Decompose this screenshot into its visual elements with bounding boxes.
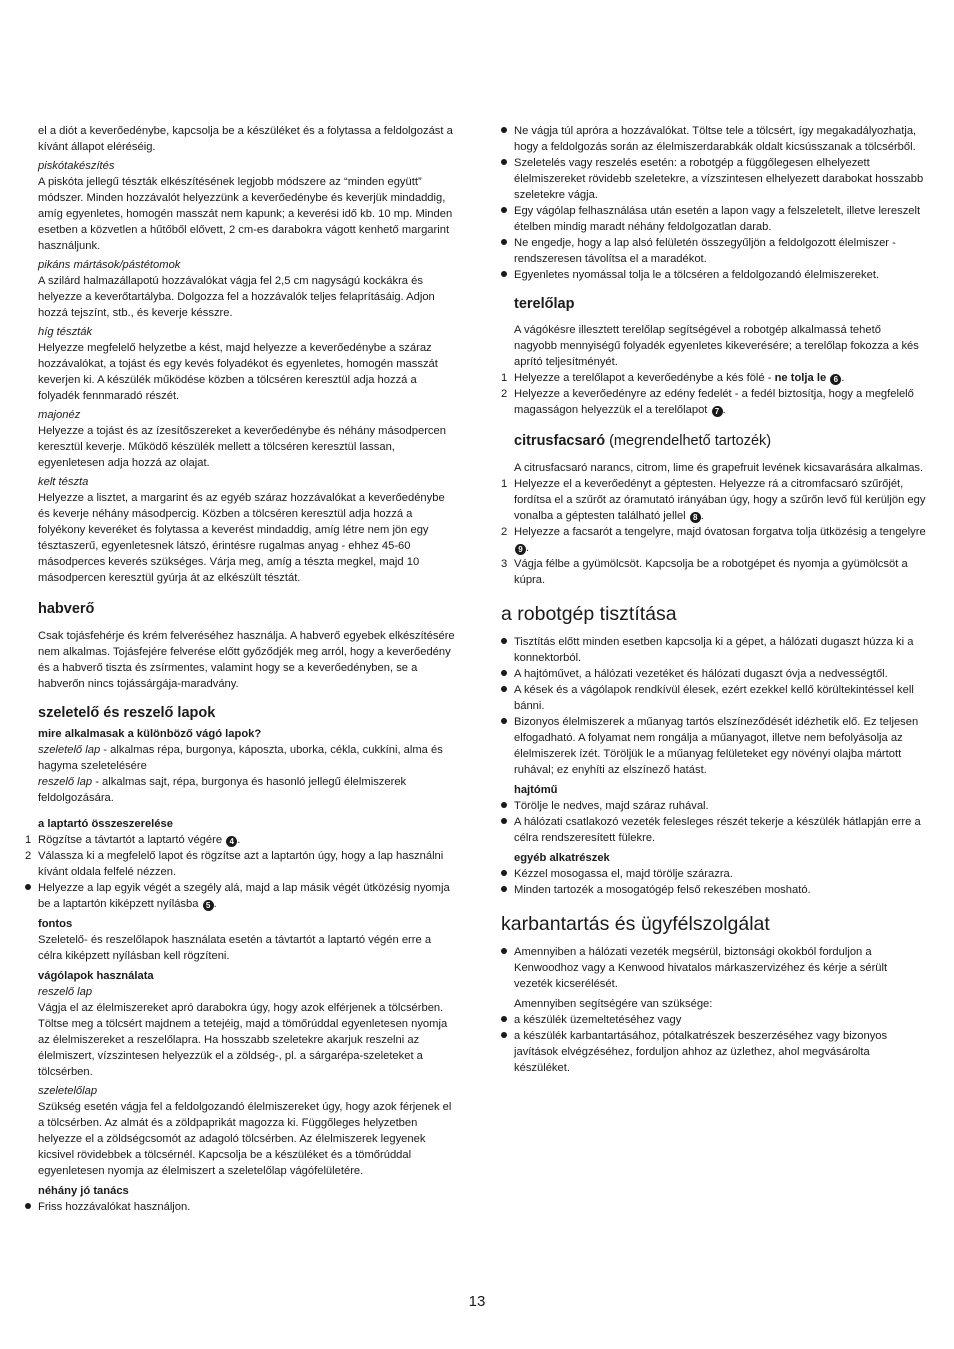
step-number: 2: [501, 526, 508, 538]
list-item: Kézzel mosogassa el, majd törölje szárazra.: [501, 866, 926, 882]
bullet-icon: [501, 866, 514, 882]
bullet-icon: [501, 634, 514, 650]
step-number: 2: [501, 388, 508, 400]
list-item: Friss hozzávalókat használjon.: [25, 1199, 456, 1215]
step-number: 1: [25, 834, 32, 846]
list-item: 2 Helyezze a facsarót a tengelyre, majd óvatosan forgatva tolja ütközésig a tengelyre 9 .: [501, 526, 926, 554]
recipe-text: A szilárd halmazállapotú hozzávalókat vágja fel 2,5 cm nagyságú kockákra és helyezze a keverőtartályba. Dolgozza fel a hozzávalók teljes felaprításáig. Adjon hozzá tejszínt, stb., és keverje késszre.: [38, 275, 435, 319]
intro-text: el a diót a keverőedénybe, kapcsolja be a készüléket és a folytassa a feldolgozást a kívánt állapot eléréséig.: [38, 125, 453, 153]
grate-blade-text: - alkalmas sajt, répa, burgonya és hasonló jellegű élelmiszerek feldolgozására.: [38, 776, 407, 804]
section-heading-terelolap: terelőlap: [514, 296, 575, 312]
page-number: 13: [468, 1293, 486, 1310]
citrus-intro: A citrusfacsaró narancs, citrom, lime és grapefruit levének kicsavarására alkalmas.: [514, 462, 924, 474]
habvero-text: Csak tojásfehérje és krém felveréséhez használja. A habverő egyebek elkészítésére nem alkalmas. Tojásfejére felverése előtt győződjék meg arról, hogy a keverőedény és a habverő tiszta és zsírmentes, valamint hogy se a keverőedényben, se a habverőn nincs tojássárgája-maradvány.: [38, 630, 455, 690]
section-heading-habvero: habverő: [38, 601, 95, 617]
bullet-icon: [25, 880, 38, 896]
terelolap-intro: A vágókésre illesztett terelőlap segítségével a robotgép alkalmassá tehető nagyobb mennyiségű folyadék egyenletes kikeverésére; a terelőlap fokozza a kés aprító teljesítményét.: [514, 324, 919, 368]
recipe-label: majonéz: [38, 409, 81, 421]
subheading-usage: vágólapok használata: [38, 970, 154, 982]
list-item: Szeletelés vagy reszelés esetén: a robotgép a függőlegesen elhelyezett élelmiszereket rövidebb szeletekre, a vízszintesen elhelyezett darabokat hosszabb szeletekre vágja.: [501, 155, 926, 203]
grate-blade-desc: [38, 774, 456, 806]
list-item: 1 Helyezze a terelőlapot a keverőedénybe a kés fölé - ne tolja le 6 .: [501, 372, 845, 384]
list-item: Ne engedje, hogy a lap alsó felületén összegyűljön a feldolgozott élelmiszer - rendszeresen távolítsa el a maradékot.: [501, 235, 926, 267]
bullet-icon: [501, 798, 514, 814]
subheading-drive: hajtómű: [514, 784, 558, 796]
list-item: Törölje le nedves, majd száraz ruhával.: [501, 798, 926, 814]
slice-use-text: Szükség esetén vágja fel a feldolgozandó élelmiszereket úgy, hogy azok férjenek el a tölcsérben. Az almát és a zöldpaprikát magozza ki. Függőleges helyzetben helyezze el a zöldségcsomót az adagoló tölcsérben. Az élelmiszerek legyenek kicsivel rövidebbek a tölcsérnél. Kapcsolja be a készüléket és a tömőrúddal egyenletesen nyomja az élelmiszert a szeletelőlap vágófelületére.: [38, 1101, 452, 1177]
section-heading-citrus: citrusfacsaró (megrendelhető tartozék): [514, 433, 772, 449]
step-number: 2: [25, 850, 32, 862]
subheading-other-parts: egyéb alkatrészek: [514, 852, 610, 864]
subheading-tips: néhány jó tanács: [38, 1185, 129, 1197]
figure-ref-icon: 9: [515, 544, 526, 555]
section-heading-service: karbantartás és ügyfélszolgálat: [501, 913, 770, 935]
list-item: Helyezze a lap egyik végét a szegély alá, majd a lap másik végét ütközésig nyomja be a laptartón kiképzett nyílásba 5 .: [25, 880, 456, 912]
list-item: Amennyiben a hálózati vezeték megsérül, biztonsági okokból forduljon a Kenwoodhoz vagy a Kenwood hivatalos márkaszervizéhez és kérje a sérült vezeték kicserélését.: [501, 944, 926, 992]
list-item: Egy vágólap felhasználása után esetén a lapon vagy a felszeletelt, illetve lereszelt ételben mindig maradt néhány feldolgozatlan darab.: [501, 203, 926, 235]
recipe-label: híg tészták: [38, 326, 93, 338]
figure-ref-icon: 5: [203, 900, 214, 911]
figure-ref-icon: 8: [690, 512, 701, 523]
service-help-text: Amennyiben segítségére van szüksége:: [514, 998, 713, 1010]
list-item: a készülék karbantartásához, pótalkatrészek beszerzéséhez vagy bizonyos javítások elvégzéséhez, forduljon ahhoz az üzlethez, ahol megvásárolta készüléket.: [501, 1028, 926, 1076]
slice-blade-desc: [38, 742, 456, 774]
bullet-icon: [501, 123, 514, 139]
step-number: 1: [501, 372, 508, 384]
list-item: Minden tartozék a mosogatógép felső rekeszében mosható.: [501, 882, 926, 898]
figure-ref-icon: 6: [830, 374, 841, 385]
recipe-label: piskótakészítés: [38, 160, 115, 172]
list-item: 3 Vágja félbe a gyümölcsöt. Kapcsolja be a robotgépet és nyomja a gyümölcsöt a kúpra.: [501, 558, 908, 586]
recipe-text: Helyezze megfelelő helyzetbe a kést, majd helyezze a keverőedénybe a száraz hozzávalókat, a tojást és egy kevés folyadékot és egyenletes, homogén masszát keverjen ki. A készülék működése közben a tölcséren keresztül adja hozzá a folyadék fennmaradó részét.: [38, 342, 438, 402]
subheading-fontos: fontos: [38, 918, 73, 930]
grate-use-text: Vágja el az élelmiszereket apró darabokra úgy, hogy azok elférjenek a tölcsérben. Töltse meg a tölcsért majdnem a tetejéig, majd a tömőrúddal egyenletesen nyomja az élelmiszereket a reszelőlapra. Ha hosszabb szeletekre akarjuk reszelni az élelmiszert, vízszintesen helyezzük el a zöldség-, pl. a sárgarépa-szeleteket a tölcsérben.: [38, 1002, 448, 1078]
bullet-icon: [501, 267, 514, 283]
recipe-text: A piskóta jellegű tészták elkészítésének legjobb módszere az “minden együtt” módszer. Minden hozzávalót helyezzünk a keverőedénybe és keverjük mindaddig, amíg egyenletes, homogén masszát nem kapunk; a keverési idő kb. 10 mp. Minden esetben a közvetlen a hűtőből elővett, 2 cm-es darabokra vágott kenhető margarint használjunk.: [38, 176, 453, 252]
left-column: [25, 123, 456, 1215]
grate-use-label: reszelő lap: [38, 986, 93, 998]
bullet-icon: [501, 882, 514, 898]
bullet-icon: [501, 714, 514, 730]
bullet-icon: [25, 1199, 38, 1215]
step-number: 1: [501, 478, 508, 490]
figure-ref-icon: 7: [712, 406, 723, 417]
bullet-icon: [501, 1012, 514, 1028]
bullet-icon: [501, 235, 514, 251]
list-item: Tisztítás előtt minden esetben kapcsolja ki a gépet, a hálózati dugaszt húzza ki a konnektorból.: [501, 634, 926, 666]
step-number: 3: [501, 558, 508, 570]
section-heading-szeletelo: szeletelő és reszelő lapok: [38, 705, 216, 721]
list-item: A hajtóművet, a hálózati vezetéket és hálózati dugaszt óvja a nedvességtől.: [501, 666, 926, 682]
bullet-icon: [501, 682, 514, 698]
list-item: A kések és a vágólapok rendkívül élesek, ezért ezekkel kellő körültekintéssel kell bánni.: [501, 682, 926, 714]
recipe-text: Helyezze a tojást és az ízesítőszereket a keverőedénybe és néhány másodpercen keresztül keverje. Működő készülék mellett a tölcséren keresztül lassan, egyenletesen adja hozzá az olajat.: [38, 425, 446, 469]
bullet-icon: [501, 203, 514, 219]
bullet-icon: [501, 944, 514, 960]
bullet-icon: [501, 1028, 514, 1044]
recipe-label: pikáns mártások/pástétomok: [38, 259, 181, 271]
recipe-text: Helyezze a lisztet, a margarint és az egyéb száraz hozzávalókat a keverőedénybe és keverje néhány másodpercig. Közben a tölcséren keresztül adja hozzá a folyékony keveréket és folytassa a keverést mindaddig, amíg létre nem jön egy tésztaszerű, egyenletesnek látszó, érintésre rugalmas anyag - ehhez 45-60 másodperces keverés szükséges. Várja meg, amíg a tészta megkel, majd 10 másodpercen keresztül gyúrja át az elkészült tésztát.: [38, 492, 445, 584]
slice-use-label: szeletelőlap: [38, 1085, 98, 1097]
bullet-icon: [501, 155, 514, 171]
list-item: 1 Helyezze el a keverőedényt a géptesten. Helyezze rá a citromfacsaró szűrőjét, fordítsa el a szűrőt az óramutató irányában úgy, hogy a szűrőn levő fül kerüljön egy vonalba a géptesten található jellel 8 .: [501, 478, 926, 522]
subheading-assembly: a laptartó összeszerelése: [38, 818, 173, 830]
recipe-label: kelt tészta: [38, 476, 89, 488]
list-item: Egyenletes nyomással tolja le a tölcséren a feldolgozandó élelmiszereket.: [501, 267, 926, 283]
slice-blade-text: - alkalmas répa, burgonya, káposzta, uborka, cékla, cukkíni, alma és hagyma szeletelésére: [38, 744, 443, 772]
grate-blade-label: reszelő lap: [38, 776, 93, 788]
cleaning-list: [501, 634, 926, 778]
list-item: 1 Rögzítse a távtartót a laptartó végére 4 .: [25, 834, 241, 846]
list-item: Ne vágja túl apróra a hozzávalókat. Töltse tele a tölcsért, így megakadályozhatja, hogy a feldolgozás során az élelmiszerdarabkák oldalt kicsússzanak a tölcsérből.: [501, 123, 926, 155]
list-item: 2 Helyezze a keverőedényre az edény fedelét - a fedél biztosítja, hogy a megfelelő magasságon helyezzük el a terelőlapot 7 .: [501, 388, 914, 416]
list-item: 2 Válassza ki a megfelelő lapot és rögzítse azt a laptartón úgy, hogy a lap használni kívánt oldala felfelé nézzen.: [25, 850, 444, 878]
list-item: a készülék üzemeltetéséhez vagy: [501, 1012, 926, 1028]
right-column: [501, 123, 926, 1076]
list-item: Bizonyos élelmiszerek a műanyag tartós elszíneződését idézhetik elő. Ez teljesen elfogadható. A folyamat nem rongálja a műanyagot, illetve nem befolyásolja az élelmiszerek ízét. Töröljük le a műanyag felületeket egy növényi olajba mártott ruhával; ez enyhíti az elszínező hatást.: [501, 714, 926, 778]
list-item: A hálózati csatlakozó vezeték felesleges részét tekerje a készülék hátlapján erre a célra rendszeresített fülekre.: [501, 814, 926, 846]
figure-ref-icon: 4: [226, 836, 237, 847]
bullet-icon: [501, 814, 514, 830]
section-heading-cleaning: a robotgép tisztítása: [501, 603, 677, 625]
slice-blade-label: szeletelő lap: [38, 744, 101, 756]
subheading-question: mire alkalmasak a különböző vágó lapok?: [38, 728, 262, 740]
fontos-text: Szeletelő- és reszelőlapok használata esetén a távtartót a laptartó végén erre a célra kiképzett nyílásban kell rögzíteni.: [38, 934, 432, 962]
bullet-icon: [501, 666, 514, 682]
